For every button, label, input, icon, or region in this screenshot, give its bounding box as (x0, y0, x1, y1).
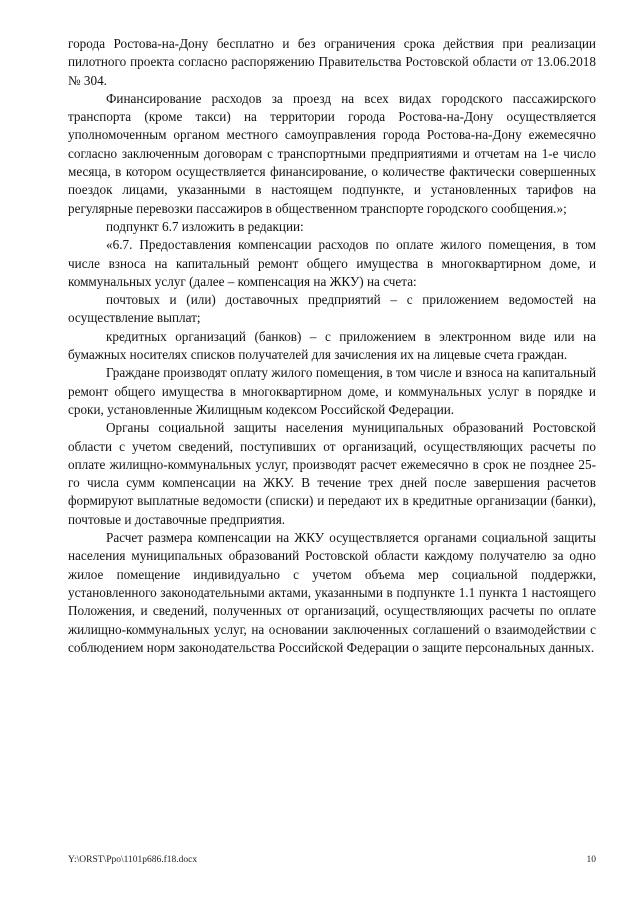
paragraph-7: Граждане производят оплату жилого помещения, в том числе и взноса на капитальный ремонт общего имущества в многоквартирном доме, и коммунальных услуг в порядке и сроки, установленные Жилищным кодексом Российской Федерации. (68, 365, 596, 417)
paragraph-4: «6.7. Предоставления компенсации расходов по оплате жилого помещения, в том числе взноса на капитальный ремонт общего имущества в многоквартирном доме, и коммунальных услуг (далее – компенсация на ЖКУ) на счета: (68, 237, 596, 289)
paragraph-8: Органы социальной защиты населения муниципальных образований Ростовской области с учетом сведений, поступивших от организаций, осуществляющих расчеты по оплате жилищно-коммунальных услуг, производят расчет ежемесячно в срок не позднее 25-го числа сумм компенсации на ЖКУ. В течение трех дней после завершения расчетов формируют выплатные ведомости (списки) и передают их в кредитные организации (банки), почтовые и доставочные предприятия. (68, 420, 596, 527)
paragraph-5: почтовых и (или) доставочных предприятий – с приложением ведомостей на осуществление выплат; (68, 292, 596, 326)
paragraph-1: города Ростова-на-Дону бесплатно и без ограничения срока действия при реализации пилотного проекта согласно распоряжению Правительства Ростовской области от 13.06.2018 № 304. (68, 36, 596, 88)
document-body (68, 35, 596, 657)
paragraph-6: кредитных организаций (банков) – с приложением в электронном виде или на бумажных носителях списков получателей для зачисления их на лицевые счета граждан. (68, 328, 596, 363)
paragraph-9: Расчет размера компенсации на ЖКУ осуществляется органами социальной защиты населения муниципальных образований Ростовской области каждому получателю за одно жилое помещение индивидуально с учетом объема мер социальной поддержки, установленного законодательными актами, указанными в подпункте 1.1 пункта 1 настоящего Положения, и сведений, полученных от организаций, осуществляющих расчеты по оплате жилищно-коммунальных услуг, на основании заключенных соглашений о взаимодействии с соблюдением норм законодательства Российской Федерации о защите персональных данных. (68, 530, 596, 655)
paragraph-2: Финансирование расходов за проезд на всех видах городского пассажирского транспорта (кроме такси) на территории города Ростова-на-Дону осуществляется уполномоченным органом местного самоуправления города Ростова-на-Дону ежемесячно согласно заключенным договорам с транспортными предприятиями и отчетам на 1-е число месяца, в котором осуществляется финансирование, о количестве фактически совершенных поездок лицами, указанными в настоящем подпункте, и установленных тарифов на регулярные перевозки пассажиров в общественном транспорте городского сообщения.»; (68, 90, 596, 216)
footer-file-path: Y:\ORST\Ppo\1101p686.f18.docx (68, 855, 198, 865)
paragraph-3: подпункт 6.7 изложить в редакции: (106, 218, 304, 234)
footer-page-number: 10 (586, 855, 596, 865)
